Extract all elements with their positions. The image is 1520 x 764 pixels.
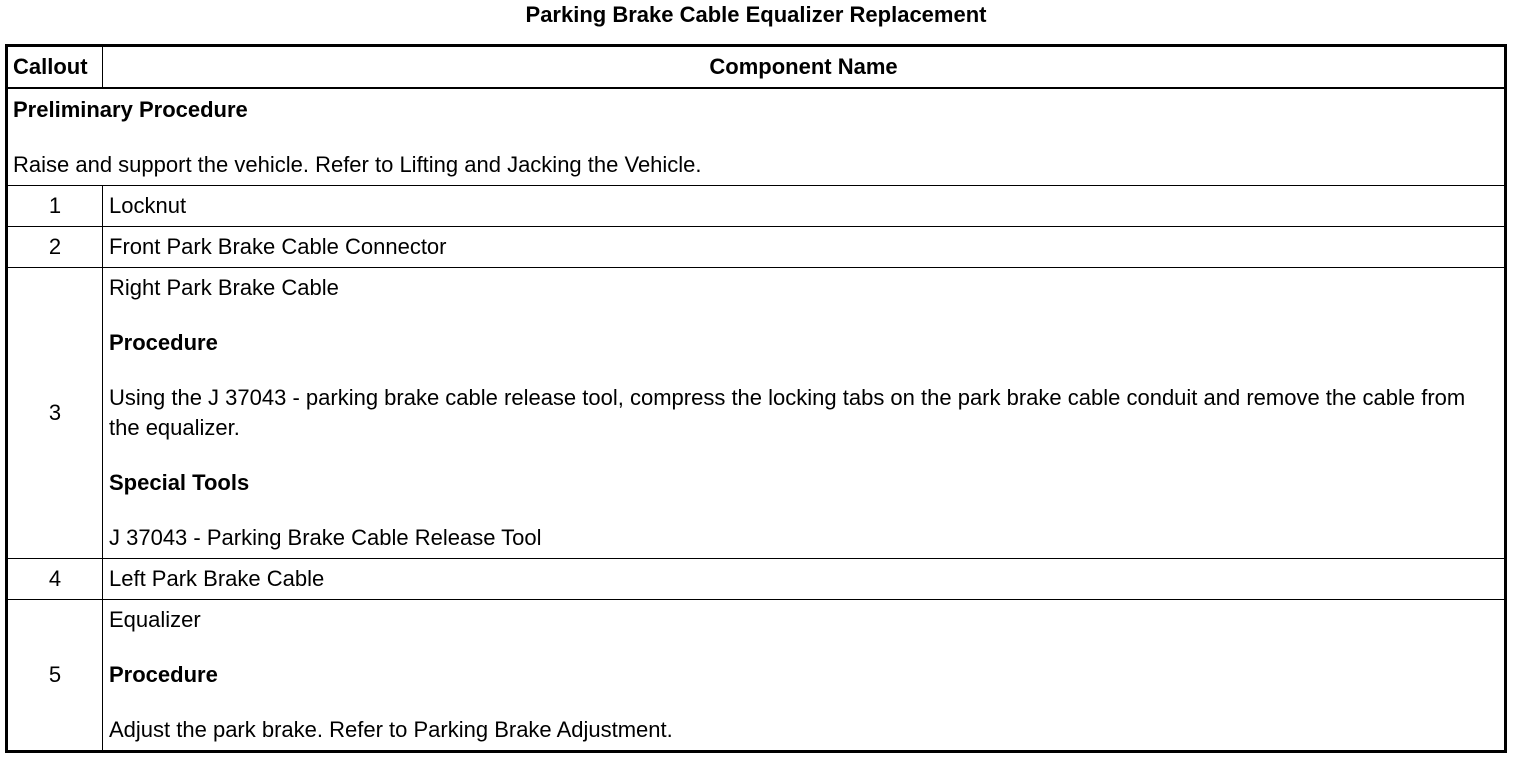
procedure-text: Adjust the park brake. Refer to Parking Brake Adjustment. xyxy=(109,717,673,742)
component-name: Equalizer xyxy=(109,607,201,632)
callout-number: 4 xyxy=(7,559,103,600)
special-tools-text: J 37043 - Parking Brake Cable Release Tool xyxy=(109,525,542,550)
callout-number: 3 xyxy=(7,268,103,559)
table-header-row xyxy=(7,46,1506,89)
procedure-text: Using the J 37043 - parking brake cable release tool, compress the locking tabs on the park brake cable conduit and remove the cable from the equalizer. xyxy=(109,385,1466,440)
table-row xyxy=(7,186,1506,227)
document-title: Parking Brake Cable Equalizer Replacement xyxy=(525,2,987,27)
procedure-heading: Procedure xyxy=(109,330,218,355)
table-row xyxy=(7,227,1506,268)
callout-number: 2 xyxy=(7,227,103,268)
preliminary-procedure-text: Raise and support the vehicle. Refer to Lifting and Jacking the Vehicle. xyxy=(13,152,702,177)
preliminary-procedure-row xyxy=(7,88,1506,186)
component-detail-cell xyxy=(103,600,1506,752)
procedure-heading: Procedure xyxy=(109,662,218,687)
component-name: Locknut xyxy=(103,186,1506,227)
component-detail-cell xyxy=(103,268,1506,559)
table-row xyxy=(7,600,1506,752)
component-name-column-header: Component Name xyxy=(103,46,1506,89)
preliminary-procedure-heading: Preliminary Procedure xyxy=(13,97,248,122)
component-name: Front Park Brake Cable Connector xyxy=(103,227,1506,268)
procedure-table xyxy=(5,44,1507,753)
component-name: Right Park Brake Cable xyxy=(109,275,339,300)
callout-number: 5 xyxy=(7,600,103,752)
table-row xyxy=(7,268,1506,559)
callout-column-header: Callout xyxy=(7,46,103,89)
component-name: Left Park Brake Cable xyxy=(103,559,1506,600)
table-row xyxy=(7,559,1506,600)
callout-number: 1 xyxy=(7,186,103,227)
special-tools-heading: Special Tools xyxy=(109,470,250,495)
preliminary-procedure-cell xyxy=(7,88,1506,186)
